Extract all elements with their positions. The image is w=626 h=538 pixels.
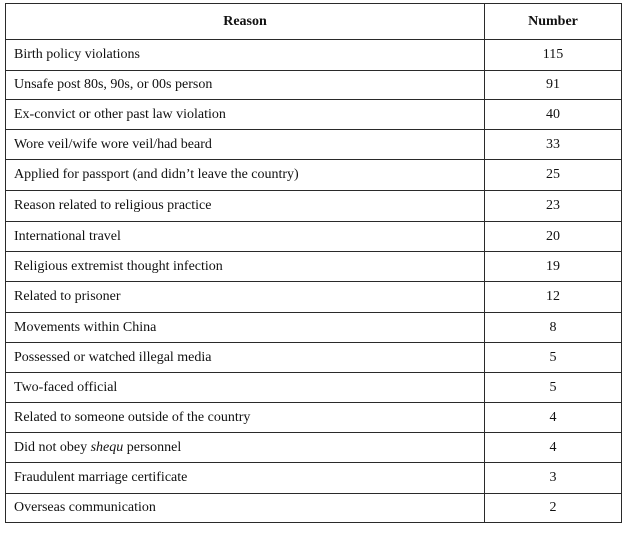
reason-cell: Applied for passport (and didn’t leave the country) xyxy=(6,160,485,191)
table-row xyxy=(6,252,622,282)
reason-cell: Wore veil/wife wore veil/had beard xyxy=(6,130,485,160)
reason-cell xyxy=(6,433,485,463)
table-row xyxy=(6,40,622,71)
number-cell: 4 xyxy=(485,403,622,433)
reason-text-suffix: personnel xyxy=(123,439,182,455)
reason-text-prefix: Did not obey xyxy=(14,439,91,455)
table-row xyxy=(6,100,622,130)
reason-cell: Unsafe post 80s, 90s, or 00s person xyxy=(6,71,485,100)
number-cell: 19 xyxy=(485,252,622,282)
table-row xyxy=(6,222,622,252)
reason-cell: Fraudulent marriage certificate xyxy=(6,463,485,494)
table-row xyxy=(6,494,622,523)
table-row xyxy=(6,130,622,160)
reason-cell: Overseas communication xyxy=(6,494,485,523)
column-header-number: Number xyxy=(485,4,622,40)
table-row xyxy=(6,373,622,403)
number-cell: 2 xyxy=(485,494,622,523)
number-cell: 20 xyxy=(485,222,622,252)
table-row xyxy=(6,71,622,100)
number-cell: 33 xyxy=(485,130,622,160)
reason-cell: Related to someone outside of the country xyxy=(6,403,485,433)
number-cell: 5 xyxy=(485,343,622,373)
reason-cell: Two-faced official xyxy=(6,373,485,403)
number-cell: 5 xyxy=(485,373,622,403)
reasons-table xyxy=(5,3,622,523)
reason-cell: Related to prisoner xyxy=(6,282,485,313)
reason-cell: Birth policy violations xyxy=(6,40,485,71)
number-cell: 12 xyxy=(485,282,622,313)
reason-cell: Reason related to religious practice xyxy=(6,191,485,222)
table-row xyxy=(6,191,622,222)
number-cell: 4 xyxy=(485,433,622,463)
table-row xyxy=(6,433,622,463)
table-row xyxy=(6,403,622,433)
reason-cell: Ex-convict or other past law violation xyxy=(6,100,485,130)
number-cell: 115 xyxy=(485,40,622,71)
reason-text-italic: shequ xyxy=(90,439,124,455)
number-cell: 40 xyxy=(485,100,622,130)
table-row xyxy=(6,343,622,373)
reason-cell: Possessed or watched illegal media xyxy=(6,343,485,373)
reason-cell: Religious extremist thought infection xyxy=(6,252,485,282)
number-cell: 91 xyxy=(485,71,622,100)
table-row xyxy=(6,160,622,191)
number-cell: 3 xyxy=(485,463,622,494)
table-row xyxy=(6,463,622,494)
table-row xyxy=(6,282,622,313)
table-header-row xyxy=(6,4,622,40)
table-row xyxy=(6,313,622,343)
reason-cell: Movements within China xyxy=(6,313,485,343)
column-header-reason: Reason xyxy=(6,4,485,40)
number-cell: 23 xyxy=(485,191,622,222)
number-cell: 8 xyxy=(485,313,622,343)
reason-cell: International travel xyxy=(6,222,485,252)
number-cell: 25 xyxy=(485,160,622,191)
